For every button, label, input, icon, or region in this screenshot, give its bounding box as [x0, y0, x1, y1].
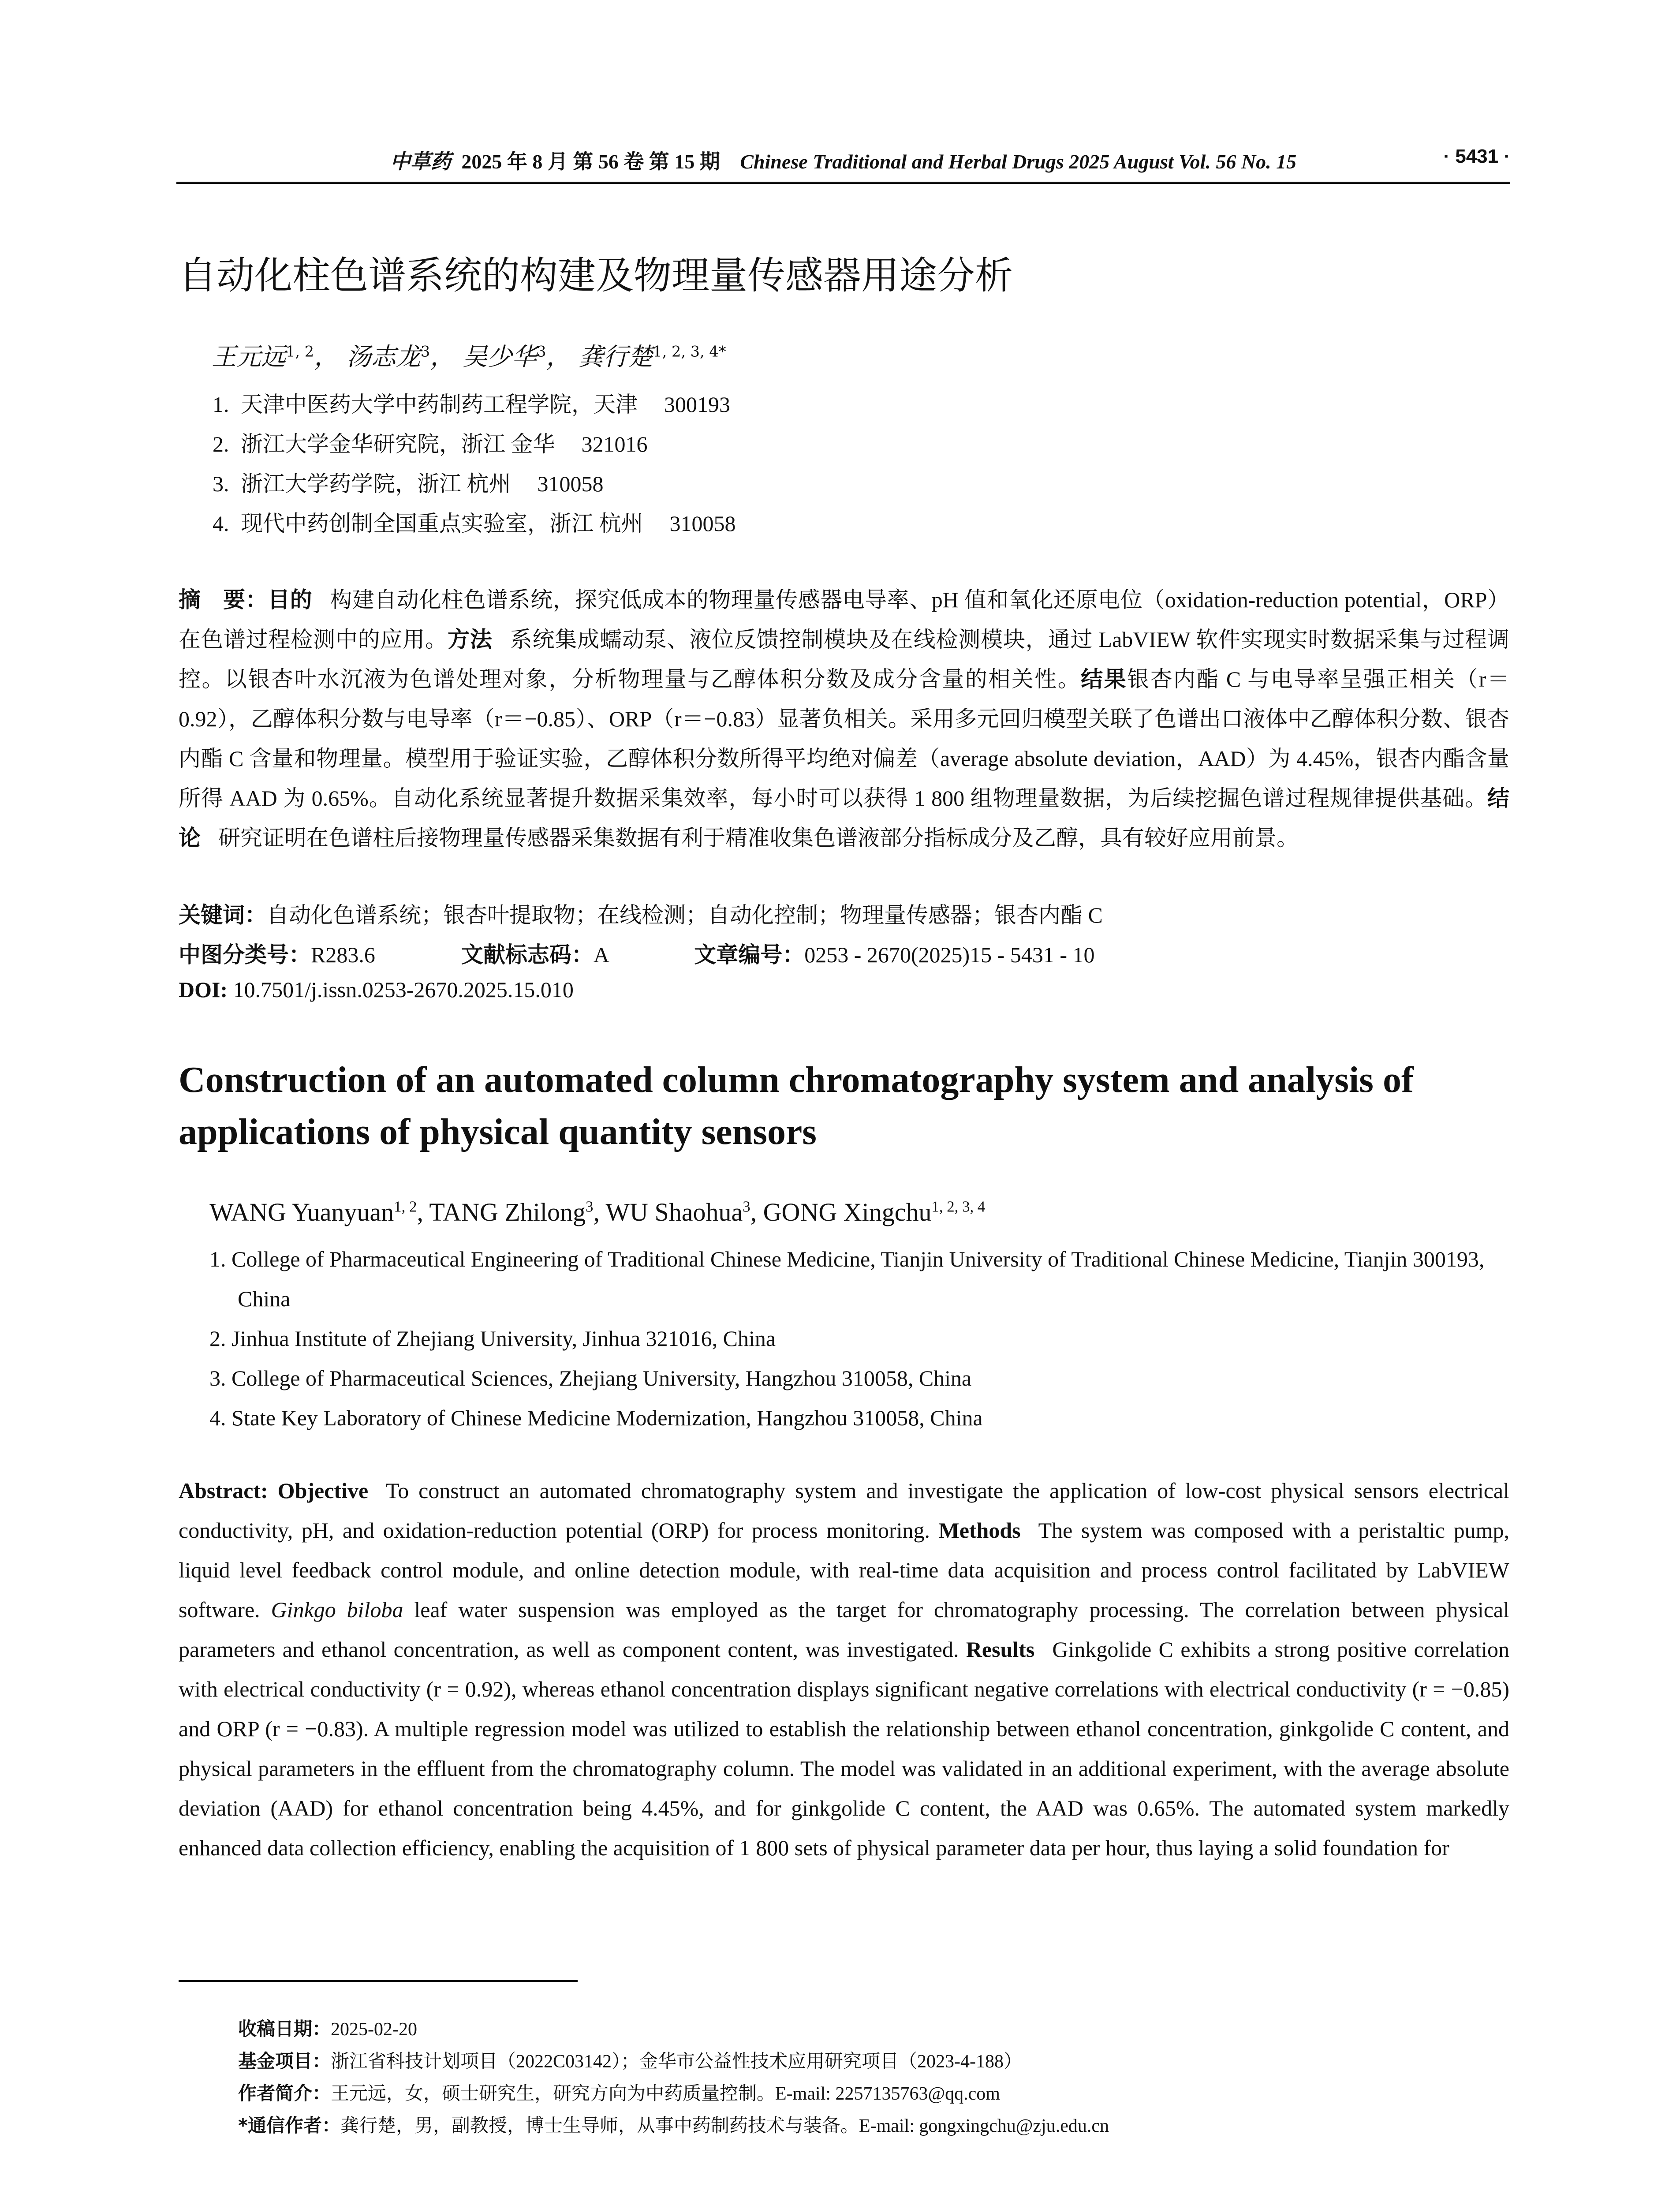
abstract-zh-label: 摘 要：: [179, 587, 268, 613]
doi-label: DOI:: [179, 977, 228, 1002]
footnote-funding: 基金项目：浙江省科技计划项目（2022C03142）；金华市公益性技术应用研究项目（2023-4-188）: [238, 2050, 1023, 2072]
title-en: Construction of an automated column chromatography system and analysis of applications of physical quantity sensors: [179, 1059, 1414, 1152]
affiliations-en: [209, 1239, 1510, 1438]
author-en: TANG Zhilong$^3$,: [429, 1198, 606, 1226]
objective-zh: 构建自动化柱色谱系统，探究低成本的物理量传感器电导率、pH 值和氧化还原电位（oxidation-reduction potential，ORP）在色谱过程检测中的应用。: [179, 587, 1509, 652]
results-en-label: Results: [966, 1637, 1035, 1662]
affiliation-en: 3. College of Pharmaceutical Sciences, Zhejiang University, Hangzhou 310058, China: [209, 1366, 972, 1390]
species-name: Ginkgo biloba: [271, 1597, 403, 1622]
page-number: · 5431 ·: [1443, 146, 1510, 167]
author-zh: 王元远$^{1, 2}$，: [212, 343, 339, 371]
methods-en-b: leaf water suspension was employed as the target for chromatography processing. The correlation between physical parameters and ethanol concentration, as well as component content, was investigated.: [179, 1597, 1510, 1662]
affiliations-zh: [213, 385, 736, 543]
footnote-rule: [179, 1980, 578, 1982]
authors-zh: [212, 337, 726, 373]
affiliation-en: 4. State Key Laboratory of Chinese Medicine Modernization, Hangzhou 310058, China: [209, 1405, 983, 1430]
footnote-corresponding: *通信作者：龚行楚，男，副教授，博士生导师，从事中药制药技术与装备。E-mail: gongxingchu@zju.edu.cn: [238, 2115, 1109, 2136]
conclusion-zh: 研究证明在色谱柱后接物理量传感器采集数据有利于精准收集色谱液部分指标成分及乙醇，具有较好应用前景。: [218, 826, 1299, 850]
footnote-author-bio: 作者简介：王元远，女，硕士研究生，研究方向为中药质量控制。E-mail: 2257135763@qq.com: [238, 2082, 1000, 2104]
objective-en: To construct an automated chromatography system and investigate the application of low-cost physical sensors electrical conductivity, pH, and oxidation-reduction potential (ORP) for process monitoring.: [179, 1478, 1509, 1543]
methods-en-label: Methods: [938, 1518, 1021, 1543]
article-no-label: 文章编号：: [694, 942, 805, 968]
footnote-received: 收稿日期：2025-02-20: [238, 2018, 417, 2040]
author-en: WANG Yuanyuan$^{1, 2}$,: [209, 1198, 429, 1226]
abstract-zh: [179, 580, 1509, 858]
affiliation-zh: 2. 浙江大学金华研究院，浙江 金华 321016: [213, 432, 648, 456]
article-no-value: 0253 - 2670(2025)15 - 5431 - 10: [804, 942, 1095, 967]
author-en: WU Shaohua$^3$,: [605, 1198, 763, 1226]
doi-line: [179, 977, 574, 1002]
affiliation-en: 1. College of Pharmaceutical Engineering of Traditional Chinese Medicine, Tianjin University of Traditional Chinese Medicine, Tianjin 300193, China: [209, 1247, 1485, 1311]
footnotes: [238, 2013, 1517, 2142]
results-zh-label: 结果: [1081, 666, 1127, 692]
abstract-en: [179, 1471, 1509, 1868]
affiliation-zh: 3. 浙江大学药学院，浙江 杭州 310058: [213, 471, 604, 496]
doc-code-value: A: [593, 942, 609, 967]
results-en: Ginkgolide C exhibits a strong positive correlation with electrical conductivity (r = 0.92), whereas ethanol concentration displays significant negative correlations with electrical conductivity (r = −0.85) and ORP (r = −0.83). A multiple regression model was utilized to establish the relationship between ethanol concentration, ginkgolide C content, and physical parameters in the effluent from the chromatography column. The model was validated in an additional experiment, with the average absolute deviation (AAD) for ethanol concentration being 4.45%, and for ginkgolide C content, the AAD was 0.65%. The automated system markedly enhanced data collection efficiency, enabling the acquisition of 1 800 sets of physical parameter data per hour, thus laying a solid foundation for: [179, 1637, 1509, 1860]
running-header: [176, 146, 1510, 184]
issue-zh: 2025 年 8 月 第 56 卷 第 15 期: [461, 150, 720, 173]
author-zh: 龚行楚$^{1, 2, 3, 4*}$: [579, 343, 726, 371]
keywords-zh-text: 自动化色谱系统；银杏叶提取物；在线检测；自动化控制；物理量传感器；银杏内酯 C: [267, 903, 1103, 927]
clc-value: R283.6: [311, 942, 375, 967]
abstract-en-label: Abstract: Objective: [179, 1478, 369, 1503]
methods-en-a: The system was composed with a peristaltic pump, liquid level feedback control module, and online detection module, with real-time data acquisition and process control facilitated by LabVIEW software.: [179, 1518, 1509, 1622]
doc-code-label: 文献标志码：: [461, 942, 594, 968]
authors-en: [209, 1197, 985, 1227]
affiliation-en: 2. Jinhua Institute of Zhejiang University, Jinhua 321016, China: [209, 1326, 776, 1351]
journal-name-en: Chinese Traditional and Herbal Drugs 2025 August Vol. 56 No. 15: [740, 150, 1297, 173]
methods-zh: 系统集成蠕动泵、液位反馈控制模块及在线检测模块，通过 LabVIEW 软件实现实时数据采集与过程调控。以银杏叶水沉液为色谱处理对象，分析物理量与乙醇体积分数及成分含量的相关性。: [179, 627, 1510, 691]
conclusion-zh-label: 结论: [179, 785, 1509, 851]
classification-line: [179, 937, 1094, 969]
title-zh: 自动化柱色谱系统的构建及物理量传感器用途分析: [179, 254, 1013, 298]
author-zh: 汤志龙$^3$，: [346, 343, 455, 371]
header-center: [176, 146, 1510, 175]
methods-zh-label: 方法: [447, 627, 493, 652]
author-zh: 吴少华$^3$，: [463, 343, 571, 371]
keywords-zh-label: 关键词：: [179, 902, 267, 928]
results-zh: 银杏内酯 C 与电导率呈强正相关（r＝0.92），乙醇体积分数与电导率（r＝−0.85）、ORP（r＝−0.83）显著负相关。采用多元回归模型关联了色谱出口液体中乙醇体积分数、银杏内酯 C 含量和物理量。模型用于验证实验，乙醇体积分数所得平均绝对偏差（average absolute deviation，AAD）为 4.45%，银杏内酯含量所得 AAD 为 0.65%。自动化系统显著提升数据采集效率，每小时可以获得 1 800 组物理量数据，为后续挖掘色谱过程规律提供基础。: [179, 667, 1510, 811]
affiliation-zh: 4. 现代中药创制全国重点实验室，浙江 杭州 310058: [213, 511, 736, 536]
affiliation-zh: 1. 天津中医药大学中药制药工程学院，天津 300193: [213, 392, 730, 417]
keywords-zh: [179, 897, 1103, 929]
doi-value: 10.7501/j.issn.0253-2670.2025.15.010: [233, 977, 574, 1002]
objective-zh-label: 目的: [268, 587, 313, 613]
journal-name-zh: 中草药: [390, 149, 451, 173]
clc-label: 中图分类号：: [179, 942, 311, 968]
author-en: GONG Xingchu$^{1, 2, 3, 4}$: [763, 1198, 986, 1226]
